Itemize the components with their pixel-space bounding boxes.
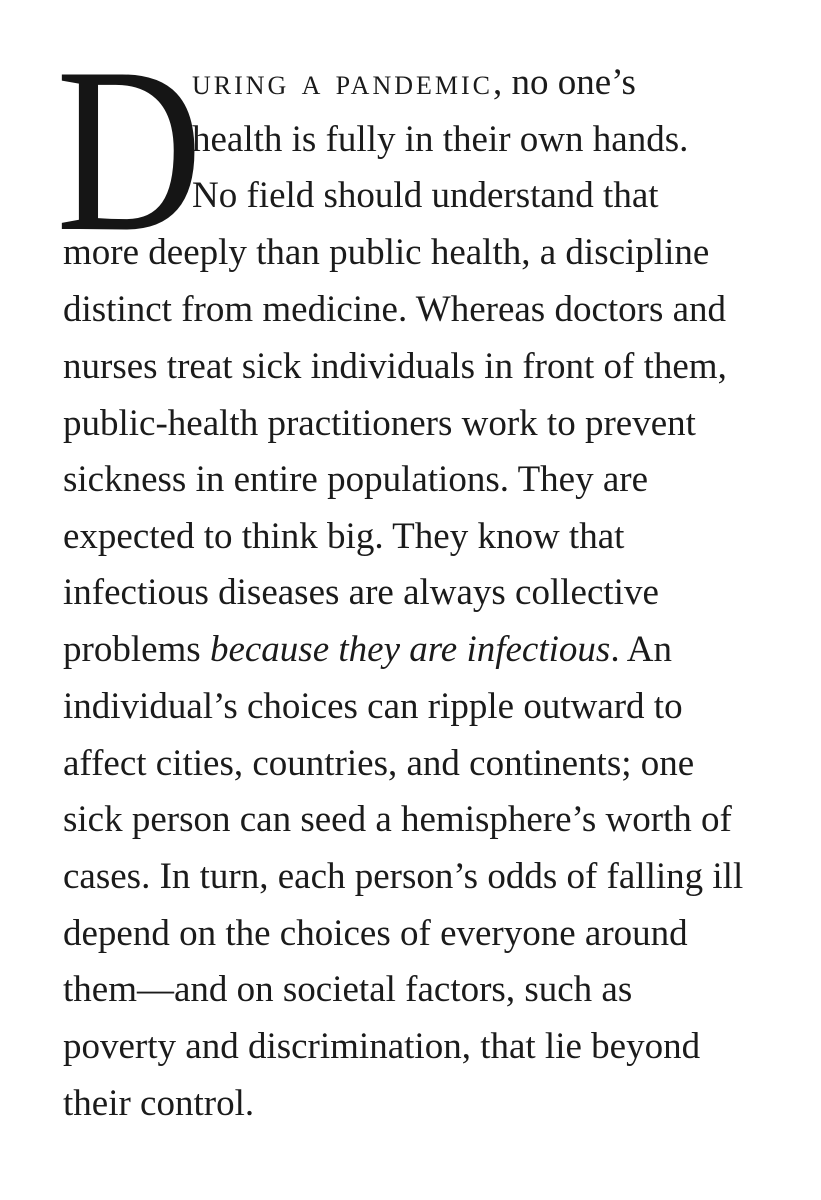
text-line-18: poverty and discrimination, that lie beyond: [63, 1026, 701, 1067]
text-line-6: nurses treat sick individuals in front of them,: [63, 346, 727, 387]
text-line-11: [63, 627, 672, 673]
text-line-12: individual’s choices can ripple outward to: [63, 686, 683, 727]
text-line-9: expected to think big. They know that: [63, 516, 625, 557]
line-1-rest: , no one’s: [493, 62, 636, 103]
text-line-19: their control.: [63, 1083, 255, 1124]
italic-phrase: because they are infectious: [209, 629, 611, 670]
text-line-13: affect cities, countries, and continents; one: [63, 743, 695, 784]
text-line-16: depend on the choices of everyone around: [63, 913, 688, 954]
text-line-8: sickness in entire populations. They are: [63, 459, 649, 500]
line-11-end: . An: [610, 629, 672, 670]
text-line-1: [192, 60, 636, 106]
text-line-2: health is fully in their own hands.: [192, 119, 689, 160]
text-line-4: more deeply than public health, a discipline: [63, 232, 710, 273]
text-line-17: them—and on societal factors, such as: [63, 969, 633, 1010]
text-line-15: cases. In turn, each person’s odds of falling ill: [63, 856, 744, 897]
text-line-7: public-health practitioners work to prevent: [63, 403, 696, 444]
text-line-14: sick person can seed a hemisphere’s worth of: [63, 799, 732, 840]
text-line-5: distinct from medicine. Whereas doctors and: [63, 289, 727, 330]
drop-cap: D: [56, 20, 200, 281]
text-line-10: infectious diseases are always collective: [63, 572, 659, 613]
line-11-start: problems: [63, 629, 210, 670]
lead-in-small-caps: uring a pandemic: [192, 62, 494, 103]
text-line-3: No field should understand that: [192, 175, 659, 216]
